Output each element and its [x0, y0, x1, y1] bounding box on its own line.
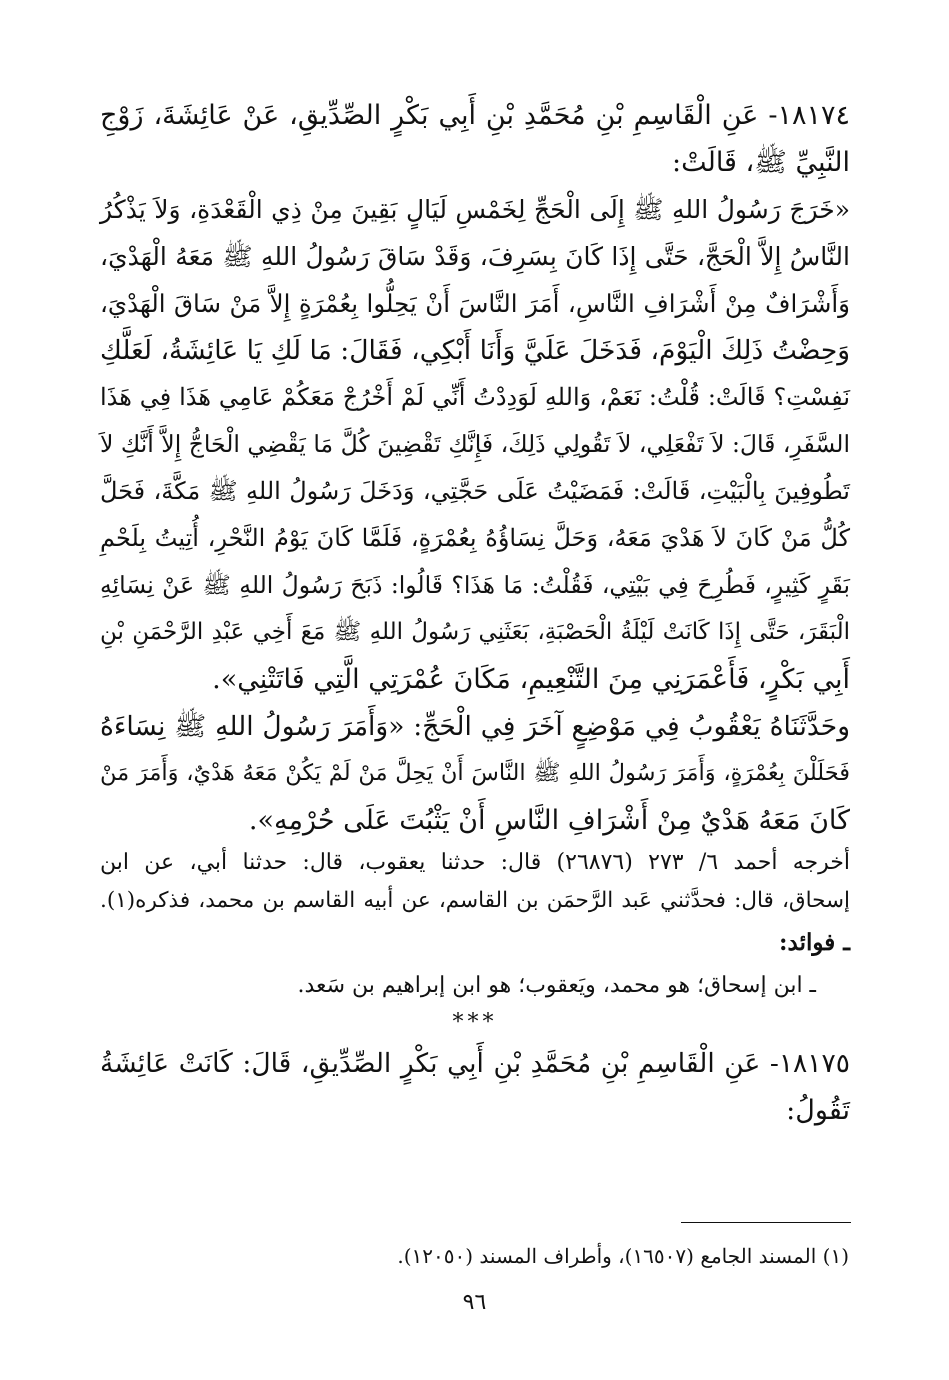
hadith-line: كُلُّ مَنْ كَانَ لاَ هَدْيَ مَعَهُ، وَحَلَّ نِسَاؤُهُ بِعُمْرَةٍ، فَلَمَّا كَانَ يَوْمُ النَّحْرِ، أُتِيتُ بِلَحْمِ: [100, 524, 850, 552]
page-number: ٩٦: [462, 1290, 487, 1315]
hadith-line: تَطُوفِينَ بِالْبَيْتِ، قَالَتْ: فَمَضَيْتُ عَلَى حَجَّتِي، وَدَخَلَ رَسُولُ اللهِ ﷺ مَكَّةَ، فَحَلَّ: [100, 477, 850, 505]
hadith-line: بَقَرٍ كَثِيرٍ، فَطُرِحَ فِي بَيْتِي، فَقُلْتُ: مَا هَذَا؟ قَالُوا: ذَبَحَ رَسُولُ اللهِ ﷺ عَنْ نِسَائِهِ: [100, 571, 850, 599]
fawaid-heading: ـ فوائد:: [779, 929, 850, 956]
footnote: (١) المسند الجامع (١٦٥٠٧)، وأطراف المسند (١٢٠٥٠).: [397, 1244, 849, 1268]
hadith-line: النَّاسُ إِلاَّ الْحَجَّ، حَتَّى إِذَا كَانَ بِسَرِفَ، وَقَدْ سَاقَ رَسُولُ اللهِ ﷺ مَعَهُ الْهَدْيَ،: [100, 242, 850, 271]
page-body: [100, 92, 850, 1134]
hadith-line: «خَرَجَ رَسُولُ اللهِ ﷺ إِلَى الْحَجِّ لِخَمْسِ لَيَالٍ بَقِينَ مِنْ ذِي الْقَعْدَةِ، وَلاَ يَذْكُرُ: [100, 195, 850, 224]
hadith-line: وَحِضْتُ ذَلِكَ الْيَوْمَ، فَدَخَلَ عَلَيَّ وَأَنَا أَبْكِي، فَقَالَ: مَا لَكِ يَا عَائِشَةُ، لَعَلَّكِ: [100, 335, 850, 366]
hadith-line: السَّفَرِ، قَالَ: لاَ تَفْعَلِي، لاَ تَقُولِي ذَلِكَ، فَإِنَّكِ تَقْضِينَ كُلَّ مَا يَقْضِي الْحَاجُّ إِلاَّ أَنَّكِ لاَ: [100, 430, 850, 458]
takhrij-paragraph: [100, 844, 850, 920]
hadith-line: ١٨١٧٥- عَنِ الْقَاسِمِ بْنِ مُحَمَّدِ بْنِ أَبِي بَكْرٍ الصِّدِّيقِ، قَالَ: كَانَتْ عَائِشَةُ: [100, 1048, 850, 1079]
hadith-line: وَأَشْرَافٌ مِنْ أَشْرَافِ النَّاسِ، أَمَرَ النَّاسَ أَنْ يَحِلُّوا بِعُمْرَةٍ إِلاَّ مَنْ سَاقَ الْهَدْيَ،: [100, 289, 850, 318]
hadith-line: الْبَقَرَ، حَتَّى إِذَا كَانَتْ لَيْلَةُ الْحَصْبَةِ، بَعَثَنِي رَسُولُ اللهِ ﷺ مَعَ أَخِي عَبْدِ الرَّحْمَنِ بْنِ: [100, 619, 850, 645]
hadith-line: وحَدَّثَنَاهُ يَعْقُوبُ فِي مَوْضِعٍ آخَرَ فِي الْحَجِّ: «وَأَمَرَ رَسُولُ اللهِ ﷺ نِسَاءَهُ: [100, 711, 850, 742]
section-separator: ***: [452, 1010, 498, 1035]
hadith-line: فَحَلَلْنَ بِعُمْرَةٍ، وَأَمَرَ رَسُولُ اللهِ ﷺ النَّاسَ أَنْ يَحِلَّ مَنْ لَمْ يَكُنْ مَعَهُ هَدْيٌ، وَأَمَرَ مَنْ: [100, 760, 850, 786]
hadith-line: كَانَ مَعَهُ هَدْيٌ مِنْ أَشْرَافِ النَّاسِ أَنْ يَثْبُتَ عَلَى حُرْمِهِ».: [248, 805, 850, 836]
takhrij-line: أخرجه أحمد ٦/ ٢٧٣ (٢٦٨٧٦) قال: حدثنا يعقوب، قال: حدثنا أبي، عن ابن: [100, 850, 851, 875]
hadith-line: أَبِي بَكْرٍ، فَأَعْمَرَنِي مِنَ التَّنْعِيمِ، مَكَانَ عُمْرَتِي الَّتِي فَاتَتْنِي».: [212, 664, 850, 695]
hadith-line: تَقُولُ:: [786, 1095, 850, 1126]
hadith-line: نَفِسْتِ؟ قَالَتْ: قُلْتُ: نَعَمْ، وَاللهِ لَوَدِدْتُ أَنِّي لَمْ أَخْرُجْ مَعَكُمْ عَامِي هَذَا فِي هَذَا: [100, 383, 850, 411]
hadith-18175: [100, 1040, 850, 1134]
takhrij-line: إسحاق، قال: فحدَّثني عَبد الرَّحمَن بن القاسم، عن أبيه القاسم بن محمد، فذكره(١).: [100, 888, 850, 913]
fawaid-item: ـ ابن إسحاق؛ هو محمد، ويَعقوب؛ هو ابن إبراهيم بن سَعد.: [297, 973, 816, 998]
hadith-18174: [100, 92, 850, 844]
footnote-divider: [681, 1222, 851, 1223]
hadith-line: ١٨١٧٤- عَنِ الْقَاسِمِ بْنِ مُحَمَّدِ بْنِ أَبِي بَكْرٍ الصِّدِّيقِ، عَنْ عَائِشَةَ، زَوْجِ: [100, 100, 850, 131]
hadith-line: النَّبِيِّ ﷺ، قَالَتْ:: [672, 147, 850, 178]
